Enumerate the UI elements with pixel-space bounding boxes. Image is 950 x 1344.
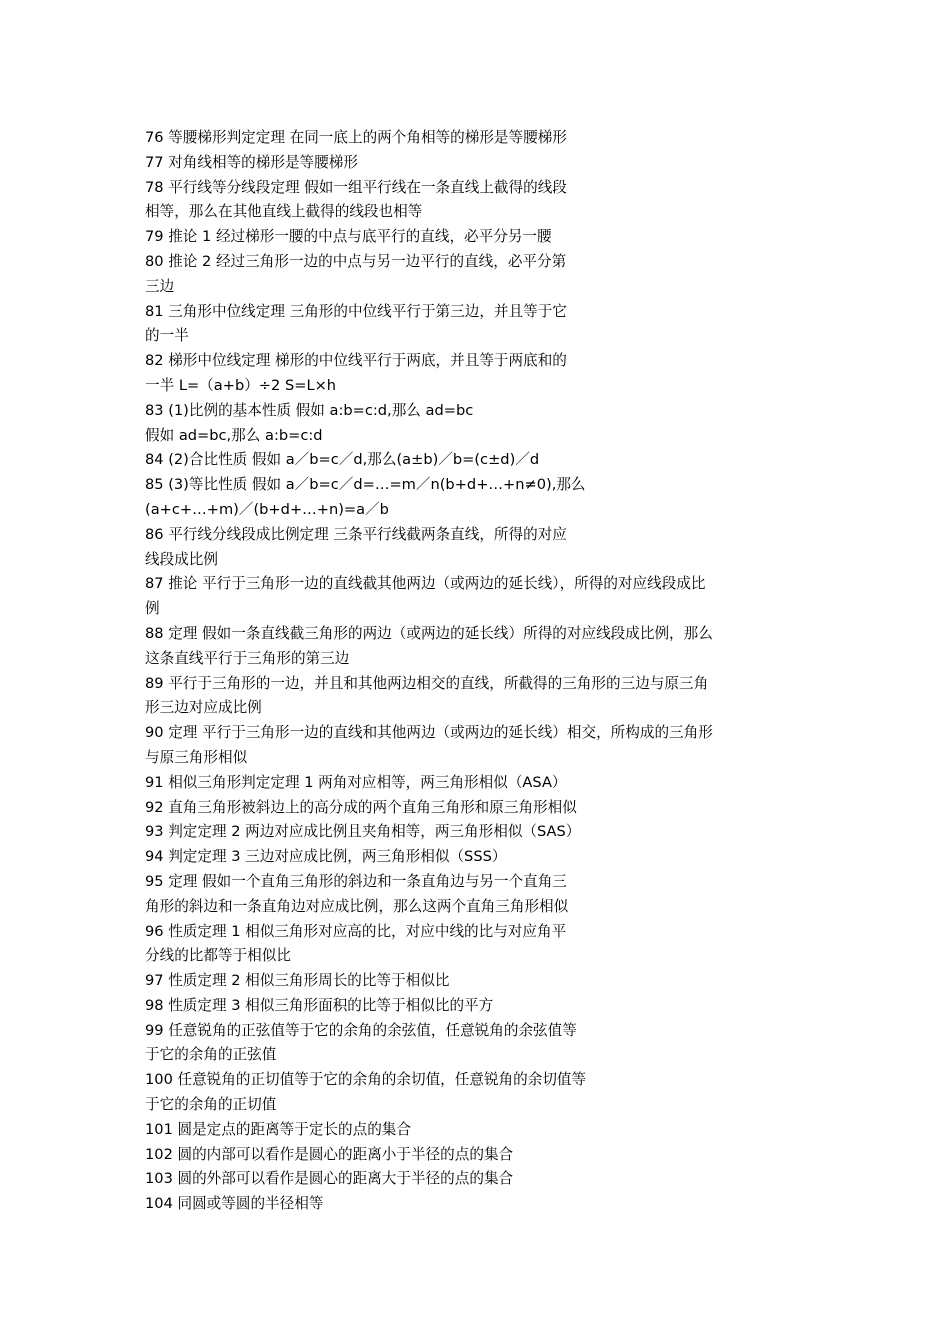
text-line: (a+c+…+m)／(b+d+…+n)=a／b	[145, 500, 389, 518]
theorem-list	[145, 126, 810, 1217]
text-line: 角形的斜边和一条直角边对应成比例，那么这两个直角三角形相似	[145, 897, 569, 915]
text-line: 分线的比都等于相似比	[145, 947, 291, 965]
text-line: 81 三角形中位线定理 三角形的中位线平行于第三边，并且等于它	[145, 302, 567, 320]
text-line: 99 任意锐角的正弦值等于它的余角的余弦值，任意锐角的余弦值等	[145, 1021, 577, 1039]
text-line: 三边	[145, 277, 175, 295]
text-line: 100 任意锐角的正切值等于它的余角的余切值，任意锐角的余切值等	[145, 1071, 587, 1089]
text-line: 85 (3)等比性质 假如 a／b=c／d=…=m／n(b+d+…+n≠0),那么	[145, 476, 586, 494]
text-line: 97 性质定理 2 相似三角形周长的比等于相似比	[145, 972, 450, 990]
text-line: 于它的余角的正弦值	[145, 1046, 277, 1064]
text-line: 86 平行线分线段成比例定理 三条平行线截两条直线，所得的对应	[145, 525, 567, 543]
text-line: 79 推论 1 经过梯形一腰的中点与底平行的直线，必平分另一腰	[145, 228, 552, 246]
text-line: 91 相似三角形判定定理 1 两角对应相等，两三角形相似（ASA）	[145, 773, 567, 791]
text-line: 94 判定定理 3 三边对应成比例，两三角形相似（SSS）	[145, 848, 507, 866]
text-line: 于它的余角的正切值	[145, 1096, 277, 1114]
text-line: 88 定理 假如一条直线截三角形的两边（或两边的延长线）所得的对应线段成比例，那么	[145, 624, 713, 642]
text-line: 93 判定定理 2 两边对应成比例且夹角相等，两三角形相似（SAS）	[145, 823, 581, 841]
text-line: 101 圆是定点的距离等于定长的点的集合	[145, 1120, 411, 1138]
text-line: 104 同圆或等圆的半径相等	[145, 1195, 324, 1213]
text-line: 84 (2)合比性质 假如 a／b=c／d,那么(a±b)／b=(c±d)／d	[145, 451, 540, 469]
text-line: 90 定理 平行于三角形一边的直线和其他两边（或两边的延长线）相交，所构成的三角形	[145, 724, 713, 742]
text-line: 98 性质定理 3 相似三角形面积的比等于相似比的平方	[145, 996, 494, 1014]
text-line: 83 (1)比例的基本性质 假如 a:b=c:d,那么 ad=bc	[145, 401, 474, 419]
text-line: 82 梯形中位线定理 梯形的中位线平行于两底，并且等于两底和的	[145, 352, 567, 370]
text-line: 87 推论 平行于三角形一边的直线截其他两边（或两边的延长线），所得的对应线段成比	[145, 575, 706, 593]
text-line: 102 圆的内部可以看作是圆心的距离小于半径的点的集合	[145, 1145, 514, 1163]
text-line: 形三边对应成比例	[145, 699, 262, 717]
text-line: 77 对角线相等的梯形是等腰梯形	[145, 153, 358, 171]
text-line: 线段成比例	[145, 550, 218, 568]
text-line: 与原三角形相似	[145, 748, 248, 766]
text-line: 相等，那么在其他直线上截得的线段也相等	[145, 203, 423, 221]
text-line: 80 推论 2 经过三角形一边的中点与另一边平行的直线，必平分第	[145, 252, 567, 270]
text-line: 95 定理 假如一个直角三角形的斜边和一条直角边与另一个直角三	[145, 872, 567, 890]
text-line: 一半 L=（a+b）÷2 S=L×h	[145, 376, 337, 394]
text-line: 89 平行于三角形的一边，并且和其他两边相交的直线，所截得的三角形的三边与原三角	[145, 674, 709, 692]
text-line: 103 圆的外部可以看作是圆心的距离大于半径的点的集合	[145, 1170, 514, 1188]
text-line: 76 等腰梯形判定定理 在同一底上的两个角相等的梯形是等腰梯形	[145, 129, 567, 146]
text-line: 假如 ad=bc,那么 a:b=c:d	[145, 426, 323, 444]
text-line: 78 平行线等分线段定理 假如一组平行线在一条直线上截得的线段	[145, 178, 567, 196]
text-line: 例	[145, 600, 160, 618]
text-line: 92 直角三角形被斜边上的高分成的两个直角三角形和原三角形相似	[145, 798, 577, 816]
text-line: 96 性质定理 1 相似三角形对应高的比，对应中线的比与对应角平	[145, 922, 567, 940]
text-line: 这条直线平行于三角形的第三边	[145, 649, 350, 667]
text-line: 的一半	[145, 327, 189, 345]
